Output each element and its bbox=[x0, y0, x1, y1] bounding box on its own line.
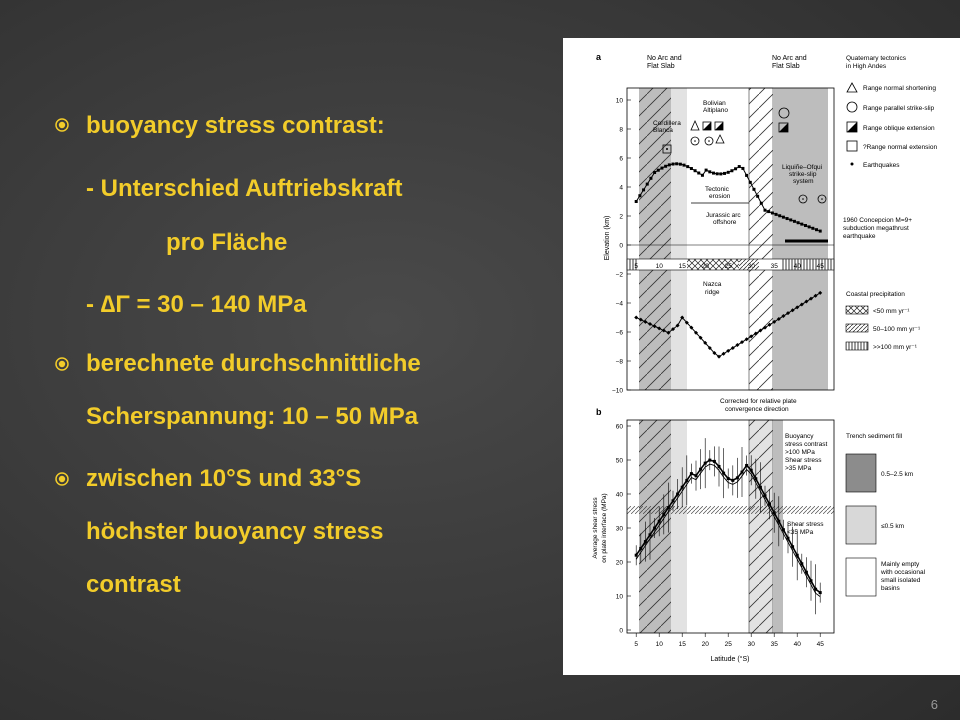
bullet-2-line-1: berechnete durchschnittliche bbox=[86, 350, 421, 377]
elevation-mark bbox=[815, 228, 818, 231]
elevation-mark bbox=[730, 169, 733, 172]
y-tick-label: 2 bbox=[619, 213, 623, 221]
annotation-concepcion-3: earthquake bbox=[843, 233, 876, 240]
elevation-mark bbox=[767, 210, 770, 213]
elevation-mark bbox=[808, 225, 811, 228]
annotation-high-4: Shear stress bbox=[785, 457, 822, 464]
elevation-mark bbox=[679, 163, 682, 166]
bullet-3-line-2: höchster buoyancy stress bbox=[86, 518, 384, 545]
y-tick-label: 10 bbox=[615, 97, 623, 105]
shear-mark bbox=[787, 537, 790, 540]
panel-b-yticks bbox=[616, 424, 631, 635]
andes-figure bbox=[563, 38, 960, 675]
legend-precip-swatch-3 bbox=[846, 342, 868, 350]
shear-mark bbox=[768, 503, 771, 506]
shear-mark bbox=[741, 471, 744, 474]
elevation-mark bbox=[642, 188, 645, 191]
annotation-liquine-2: strike-slip bbox=[789, 171, 817, 178]
shear-mark bbox=[782, 528, 785, 531]
panel-b-ylabel-1: Average shear stress bbox=[592, 497, 599, 559]
panel-b-ylabel-2: on plate interface (MPa) bbox=[601, 493, 608, 563]
annotation-liquine-1: Liquiñe–Ofqui bbox=[782, 164, 823, 171]
annotation-low-2: <35 MPa bbox=[787, 529, 814, 536]
shear-mark bbox=[658, 520, 661, 523]
annotation-high-5: >35 MPa bbox=[785, 465, 812, 472]
zone-b-light-north bbox=[671, 420, 687, 633]
zone-a-gray-south bbox=[770, 88, 828, 390]
legend-precip-3: >>100 mm yr⁻¹ bbox=[873, 344, 917, 351]
shear-mark bbox=[736, 476, 739, 479]
annotation-concepcion-2: subduction megathrust bbox=[843, 225, 909, 232]
legend-precip-1: <50 mm yr⁻¹ bbox=[873, 308, 910, 315]
shear-mark bbox=[745, 464, 748, 467]
shear-mark bbox=[699, 468, 702, 471]
legend-item-3: Range oblique extension bbox=[863, 125, 935, 132]
x-tick-label: 20 bbox=[701, 641, 709, 648]
legend-precip-2: 50–100 mm yr⁻¹ bbox=[873, 326, 921, 333]
andes-figure-svg bbox=[563, 38, 960, 675]
x-tick-label: 40 bbox=[793, 263, 801, 270]
strike-slip-dot-icon bbox=[694, 140, 696, 142]
shear-mark bbox=[759, 486, 762, 489]
shear-mark bbox=[805, 571, 808, 574]
x-tick-label: 30 bbox=[747, 263, 755, 270]
shear-mark bbox=[662, 513, 665, 516]
panel-a-top-left-2: Flat Slab bbox=[647, 63, 675, 70]
x-tick-label: 5 bbox=[634, 263, 639, 270]
legend-earthquake-icon bbox=[851, 163, 854, 166]
x-tick-label: 45 bbox=[816, 263, 824, 270]
elevation-mark bbox=[800, 223, 803, 226]
shear-mark bbox=[635, 554, 638, 557]
bullet-3-line-3: contrast bbox=[86, 571, 181, 598]
y-tick-label: −8 bbox=[615, 358, 623, 366]
page-number: 6 bbox=[930, 697, 938, 712]
shear-mark bbox=[810, 579, 813, 582]
shear-mark bbox=[676, 493, 679, 496]
x-tick-label: 45 bbox=[816, 641, 824, 648]
elevation-mark bbox=[760, 202, 763, 205]
annotation-high-1: Buoyancy bbox=[785, 433, 814, 440]
elevation-mark bbox=[745, 174, 748, 177]
legend-trench-title: Trench sediment fill bbox=[846, 433, 903, 440]
legend-trench-2: ≤0.5 km bbox=[881, 523, 905, 530]
y-tick-label: 8 bbox=[619, 126, 623, 134]
elevation-mark bbox=[686, 165, 689, 168]
x-tick-label: 40 bbox=[793, 641, 801, 648]
y-tick-label: −4 bbox=[615, 300, 623, 308]
correction-note-2: convergence direction bbox=[725, 406, 789, 413]
shear-mark bbox=[708, 459, 711, 462]
strike-slip-dot-icon bbox=[708, 140, 710, 142]
annotation-low-1: Shear stress bbox=[787, 521, 824, 528]
x-tick-label: 25 bbox=[724, 263, 732, 270]
y-tick-label: 40 bbox=[615, 491, 623, 499]
elevation-mark bbox=[756, 195, 759, 198]
y-tick-label: −2 bbox=[615, 271, 623, 279]
annotation-cordillera-2: Blanca bbox=[653, 127, 673, 134]
bullet-1-marker-icon bbox=[55, 118, 69, 132]
elevation-mark bbox=[672, 163, 675, 166]
shear-mark bbox=[800, 562, 803, 565]
legend-tectonics-title-2: in High Andes bbox=[846, 63, 887, 70]
panel-b-label: b bbox=[596, 407, 602, 417]
x-tick-label: 25 bbox=[724, 641, 732, 648]
threshold-band-35mpa bbox=[627, 506, 834, 514]
x-tick-label: 15 bbox=[678, 641, 686, 648]
zone-b-light-south-hatch bbox=[749, 420, 773, 633]
elevation-mark bbox=[819, 230, 822, 233]
annotation-erosion-2: erosion bbox=[709, 193, 731, 200]
shear-mark bbox=[704, 462, 707, 465]
annotation-concepcion-1: 1960 Concepcion M=9+ bbox=[843, 217, 913, 224]
elevation-mark bbox=[675, 162, 678, 165]
shear-mark bbox=[727, 477, 730, 480]
x-tick-label: 5 bbox=[634, 641, 639, 648]
panel-a-top-right-1: No Arc and bbox=[772, 55, 807, 62]
legend-trench-3-4: basins bbox=[881, 585, 900, 592]
legend-triangle-icon bbox=[847, 83, 857, 92]
panel-a-top-right-2: Flat Slab bbox=[772, 63, 800, 70]
shear-mark bbox=[796, 554, 799, 557]
legend-trench-swatch-2 bbox=[846, 506, 876, 544]
shear-mark bbox=[690, 472, 693, 475]
legend-trench-1: 0.5–2.5 km bbox=[881, 471, 914, 478]
bullet-1-sub-1-line-2: pro Fläche bbox=[166, 229, 288, 256]
elevation-mark bbox=[723, 172, 726, 175]
legend-trench-3-2: with occasional bbox=[881, 569, 926, 576]
elevation-mark bbox=[653, 171, 656, 174]
y-tick-label: −10 bbox=[611, 387, 623, 395]
shear-mark bbox=[819, 591, 822, 594]
y-tick-label: 6 bbox=[619, 155, 623, 163]
y-tick-label: 10 bbox=[615, 593, 623, 601]
shear-mark bbox=[754, 477, 757, 480]
shear-mark bbox=[649, 533, 652, 536]
panel-a-label: a bbox=[596, 52, 602, 62]
annotation-jurassic-1: Jurassic arc bbox=[706, 212, 741, 219]
legend-item-4: ?Range normal extension bbox=[863, 144, 938, 151]
shear-mark bbox=[791, 545, 794, 548]
legend-oblique-fill-icon bbox=[847, 122, 857, 132]
shear-mark bbox=[750, 469, 753, 472]
triangle-icon bbox=[716, 135, 724, 143]
elevation-mark bbox=[793, 220, 796, 223]
elevation-mark bbox=[716, 172, 719, 175]
oblique-extension-fill-icon bbox=[703, 122, 711, 130]
shear-mark bbox=[777, 520, 780, 523]
legend-trench-3-3: small isolated bbox=[881, 577, 921, 584]
strike-slip-dot-icon bbox=[821, 198, 823, 200]
x-tick-label: 35 bbox=[770, 263, 778, 270]
x-tick-label: 30 bbox=[747, 641, 755, 648]
panel-a-ylabel: Elevation (km) bbox=[604, 215, 611, 261]
x-tick-label: 20 bbox=[701, 263, 709, 270]
elevation-mark bbox=[657, 169, 660, 172]
elevation-mark bbox=[638, 194, 641, 197]
legend-precip-swatch-2 bbox=[846, 324, 868, 332]
legend-trench-3-1: Mainly empty bbox=[881, 561, 920, 568]
elevation-mark bbox=[775, 213, 778, 216]
elevation-mark bbox=[786, 217, 789, 220]
bullet-1-heading: buoyancy stress contrast: bbox=[86, 112, 385, 139]
annotation-jurassic-2: offshore bbox=[713, 219, 737, 226]
shear-mark bbox=[653, 527, 656, 530]
shear-mark bbox=[718, 465, 721, 468]
oblique-extension-fill-icon bbox=[715, 122, 723, 130]
shear-mark bbox=[667, 506, 670, 509]
y-tick-label: 4 bbox=[619, 184, 623, 192]
y-tick-label: 0 bbox=[619, 627, 623, 635]
elevation-mark bbox=[660, 167, 663, 170]
x-tick-label: 10 bbox=[655, 641, 663, 648]
legend-item-1: Range normal shortening bbox=[863, 85, 936, 92]
x-tick-label: 35 bbox=[770, 641, 778, 648]
shear-mark bbox=[685, 479, 688, 482]
elevation-mark bbox=[797, 221, 800, 224]
x-tick-label: 15 bbox=[678, 263, 686, 270]
correction-note-1: Corrected for relative plate bbox=[720, 398, 797, 405]
bullet-1-sub-1-line-1: - Unterschied Auftriebskraft bbox=[86, 175, 403, 202]
elevation-mark bbox=[782, 216, 785, 219]
shear-mark bbox=[773, 511, 776, 514]
elevation-mark bbox=[683, 164, 686, 167]
annotation-high-2: stress contrast bbox=[785, 441, 828, 448]
triangle-icon bbox=[691, 121, 699, 130]
shear-mark bbox=[764, 494, 767, 497]
panel-b-xlabel: Latitude (°S) bbox=[710, 656, 750, 663]
bullet-2-marker-icon bbox=[55, 357, 69, 371]
cordillera-box-dot-icon bbox=[666, 148, 668, 150]
annotation-altiplano-2: Altiplano bbox=[703, 107, 728, 114]
y-tick-label: 20 bbox=[615, 559, 623, 567]
annotation-high-3: >100 MPa bbox=[785, 449, 815, 456]
elevation-mark bbox=[734, 167, 737, 170]
legend-trench-swatch-3 bbox=[846, 558, 876, 596]
elevation-mark bbox=[701, 174, 704, 177]
annotation-liquine-3: system bbox=[793, 178, 814, 185]
elevation-mark bbox=[749, 181, 752, 184]
elevation-mark bbox=[712, 172, 715, 175]
legend-trench-swatch-1 bbox=[846, 454, 876, 492]
shear-mark bbox=[644, 540, 647, 543]
annotation-altiplano-1: Bolivian bbox=[703, 100, 726, 107]
legend-item-5: Earthquakes bbox=[863, 162, 900, 169]
y-tick-label: 50 bbox=[615, 457, 623, 465]
elevation-mark bbox=[668, 163, 671, 166]
elevation-mark bbox=[764, 209, 767, 212]
y-tick-label: 30 bbox=[615, 525, 623, 533]
shear-mark bbox=[731, 479, 734, 482]
annotation-erosion-1: Tectonic bbox=[705, 186, 729, 193]
annotation-nazca-2: ridge bbox=[705, 289, 720, 296]
strip-segment bbox=[781, 259, 834, 270]
legend-precip-title: Coastal precipitation bbox=[846, 291, 905, 298]
shear-mark bbox=[672, 499, 675, 502]
elevation-mark bbox=[694, 169, 697, 172]
trench-depth-mark bbox=[634, 316, 638, 320]
elevation-mark bbox=[664, 165, 667, 168]
y-tick-label: −6 bbox=[615, 329, 623, 337]
elevation-mark bbox=[811, 227, 814, 230]
shear-mark bbox=[814, 588, 817, 591]
elevation-mark bbox=[646, 183, 649, 186]
bullet-3-line-1: zwischen 10°S und 33°S bbox=[86, 465, 362, 492]
bullet-1-sub-2: - ∆Γ = 30 – 140 MPa bbox=[86, 291, 307, 318]
annotation-nazca-1: Nazca bbox=[703, 281, 722, 288]
elevation-mark bbox=[649, 177, 652, 180]
y-tick-label: 0 bbox=[619, 242, 623, 250]
panel-b-xticks bbox=[634, 633, 824, 648]
elevation-mark bbox=[690, 167, 693, 170]
panel-a-yticks bbox=[612, 98, 631, 395]
elevation-mark bbox=[635, 200, 638, 203]
elevation-mark bbox=[705, 169, 708, 172]
elevation-mark bbox=[741, 167, 744, 170]
shear-mark bbox=[681, 486, 684, 489]
elevation-mark bbox=[697, 172, 700, 175]
zone-a-light-north bbox=[671, 88, 687, 390]
shear-mark bbox=[722, 472, 725, 475]
elevation-mark bbox=[789, 218, 792, 221]
elevation-mark bbox=[708, 170, 711, 173]
legend-precip-swatch-1 bbox=[846, 306, 868, 314]
annotation-cordillera-1: Cordillera bbox=[653, 120, 681, 127]
bullet-3-marker-icon bbox=[55, 472, 69, 486]
elevation-mark bbox=[752, 188, 755, 191]
shear-mark bbox=[639, 547, 642, 550]
x-tick-label: 10 bbox=[655, 263, 663, 270]
elevation-mark bbox=[771, 211, 774, 214]
elevation-mark bbox=[738, 165, 741, 168]
legend-circle-icon bbox=[847, 102, 857, 112]
bullet-2-line-2: Scherspannung: 10 – 50 MPa bbox=[86, 403, 419, 430]
y-tick-label: 60 bbox=[615, 423, 623, 431]
strike-slip-dot-icon bbox=[802, 198, 804, 200]
panel-a-top-left-1: No Arc and bbox=[647, 55, 682, 62]
zone-a-flat-slab-south bbox=[749, 88, 773, 390]
legend-item-2: Range parallel strike-slip bbox=[863, 105, 935, 112]
legend-tectonics-title-1: Quaternary tectonics bbox=[846, 55, 906, 62]
elevation-mark bbox=[727, 171, 730, 174]
legend-normal-extension-icon bbox=[847, 141, 857, 151]
elevation-mark bbox=[719, 172, 722, 175]
elevation-mark bbox=[778, 214, 781, 217]
elevation-mark bbox=[804, 224, 807, 227]
shear-mark bbox=[695, 474, 698, 477]
shear-mark bbox=[713, 460, 716, 463]
